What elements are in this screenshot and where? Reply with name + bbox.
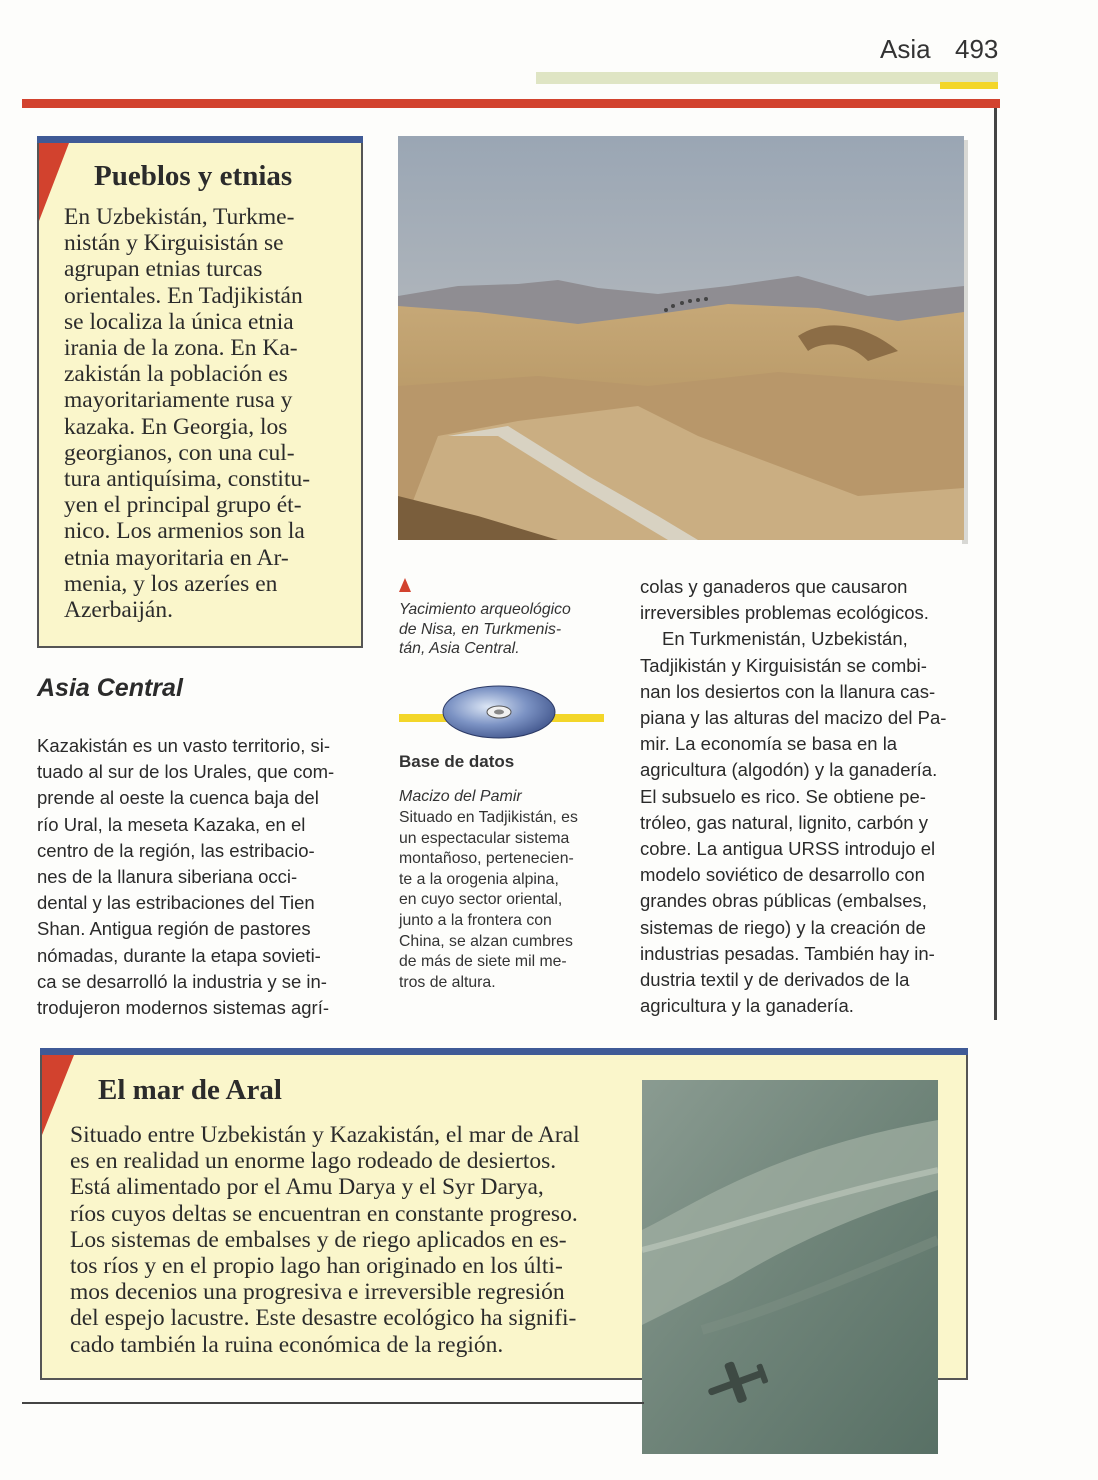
text-line: cobre. La antigua URSS introdujo el — [640, 838, 936, 860]
database-title: Base de datos — [399, 752, 515, 771]
text-line: El subsuelo es rico. Se obtiene pe- — [640, 785, 926, 807]
header-band — [536, 72, 998, 84]
text-line: dustria textil y de derivados de la — [640, 969, 910, 991]
text-line: agricultura y la ganadería. — [640, 995, 854, 1017]
text-line: mir. La economía se basa en la — [640, 733, 898, 755]
text-line: Situado en Tadjikistán, es — [399, 809, 578, 826]
header-yellow-tab — [940, 82, 998, 89]
text-line: agricultura (algodón) y la ganadería. — [640, 759, 938, 781]
text-line: tos ríos y en el propio lago han originado en los últi- — [70, 1253, 563, 1280]
text-line: es en realidad un enorme lago rodeado de desiertos. — [70, 1148, 557, 1175]
aral-text — [70, 1122, 615, 1358]
text-line: montañoso, pertenecien- — [399, 850, 574, 868]
text-line: del espejo lacustre. Este desastre ecológico ha signifi- — [70, 1305, 577, 1332]
aral-aerial-photo — [642, 1080, 938, 1454]
pueblos-box-top-bar — [37, 136, 363, 143]
text-line: industrias pesadas. También hay in- — [640, 942, 935, 964]
text-line: tuado al sur de los Urales, que com- — [37, 761, 335, 783]
text-line: Situado entre Uzbekistán y Kazakistán, el mar de Aral — [70, 1122, 580, 1148]
text-line: mos decenios una progresiva e irreversible regresión — [70, 1279, 565, 1306]
caption-line: de Nisa, en Turkmenis- — [399, 620, 562, 638]
text-line: junto a la frontera con — [399, 911, 552, 929]
text-line: etnia mayoritaria en Ar- — [64, 544, 289, 571]
text-line: te a la orogenia alpina, — [399, 870, 559, 888]
caption-line: Yacimiento arqueológico — [399, 601, 571, 618]
text-line: China, se alzan cumbres — [399, 932, 573, 950]
text-line: tróleo, gas natural, lignito, carbón y — [640, 811, 928, 833]
page-number: 493 — [955, 34, 999, 64]
text-line: centro de la región, las estribacio- — [37, 839, 315, 861]
text-line: piana y las alturas del macizo del Pa- — [640, 707, 947, 729]
text-line: nistán y Kirguisistán se — [64, 230, 284, 257]
text-line: colas y ganaderos que causaron — [640, 576, 908, 597]
database-subtitle: Macizo del Pamir — [399, 788, 522, 805]
pueblos-title: Pueblos y etnias — [94, 160, 293, 192]
text-line: En Turkmenistán, Uzbekistán, — [662, 628, 908, 650]
caption-line: tán, Asia Central. — [399, 640, 520, 657]
text-line: Tadjikistán y Kirguisistán se combi- — [640, 654, 927, 676]
text-line: En Uzbekistán, Turkme- — [64, 204, 295, 230]
body-column-left — [37, 733, 364, 1021]
text-line: Kazakistán es un vasto territorio, si- — [37, 735, 331, 756]
text-line: nan los desiertos con la llanura cas- — [640, 680, 936, 702]
text-line: modelo soviético de desarrollo con — [640, 864, 925, 886]
text-line: zakistán la población es — [64, 361, 288, 388]
photo-caption — [399, 582, 604, 659]
text-line: ríos cuyos deltas se encuentran en constante progreso. — [70, 1200, 578, 1227]
text-line: nes de la llanura siberiana occi- — [37, 866, 298, 888]
text-line: cado también la ruina económica de la región. — [70, 1331, 504, 1358]
aral-box-top-bar — [40, 1048, 968, 1055]
cd-icon — [440, 682, 558, 742]
text-line: tura antiquísima, constitu- — [64, 466, 311, 493]
text-line: de más de siete mil me- — [399, 953, 567, 971]
text-line: nómadas, durante la etapa sovieti- — [37, 944, 321, 966]
text-line: yen el principal grupo ét- — [64, 492, 302, 519]
running-head-section: Asia — [880, 34, 931, 64]
text-line: nico. Los armenios son la — [64, 518, 305, 545]
text-line: Azerbaiján. — [64, 597, 173, 624]
text-line: se localiza la única etnia — [64, 308, 294, 335]
text-line: un espectacular sistema — [399, 829, 570, 847]
body-column-right — [640, 574, 968, 1019]
text-line: en cuyo sector oriental, — [399, 891, 563, 909]
text-line: irania de la zona. En Ka- — [64, 335, 298, 362]
text-line: Está alimentado por el Amu Darya y el Syr Darya, — [70, 1174, 544, 1201]
text-line: ca se desarrolló la industria y se in- — [37, 970, 327, 992]
page-frame-right — [994, 108, 997, 1020]
text-line: sistemas de riego) y la creación de — [640, 916, 926, 938]
text-line: agrupan etnias turcas — [64, 256, 263, 283]
text-line: kazaka. En Georgia, los — [64, 413, 288, 440]
text-line: irreversibles problemas ecológicos. — [640, 602, 929, 624]
text-line: Shan. Antigua región de pastores — [37, 918, 311, 940]
pueblos-text — [64, 204, 354, 623]
text-line: Los sistemas de embalses y de riego aplicados en es- — [70, 1226, 567, 1253]
text-line: mayoritariamente rusa y — [64, 387, 293, 414]
text-line: dental y las estribaciones del Tien — [37, 892, 315, 914]
text-line: prende al oeste la cuenca baja del — [37, 787, 319, 809]
aral-title: El mar de Aral — [98, 1074, 282, 1106]
text-line: menia, y los azeríes en — [64, 570, 278, 597]
text-line: grandes obras públicas (embalses, — [640, 890, 927, 912]
database-text — [399, 808, 609, 993]
text-line: orientales. En Tadjikistán — [64, 282, 303, 309]
top-red-rule — [22, 99, 1000, 108]
text-line: georgianos, con una cul- — [64, 439, 295, 466]
text-line: río Ural, la meseta Kazaka, en el — [37, 813, 306, 835]
nisa-photo — [398, 136, 964, 540]
text-line: tros de altura. — [399, 973, 496, 991]
section-heading-asia-central: Asia Central — [37, 674, 183, 702]
bottom-rule — [22, 1402, 644, 1404]
text-line: trodujeron modernos sistemas agrí- — [37, 997, 330, 1019]
